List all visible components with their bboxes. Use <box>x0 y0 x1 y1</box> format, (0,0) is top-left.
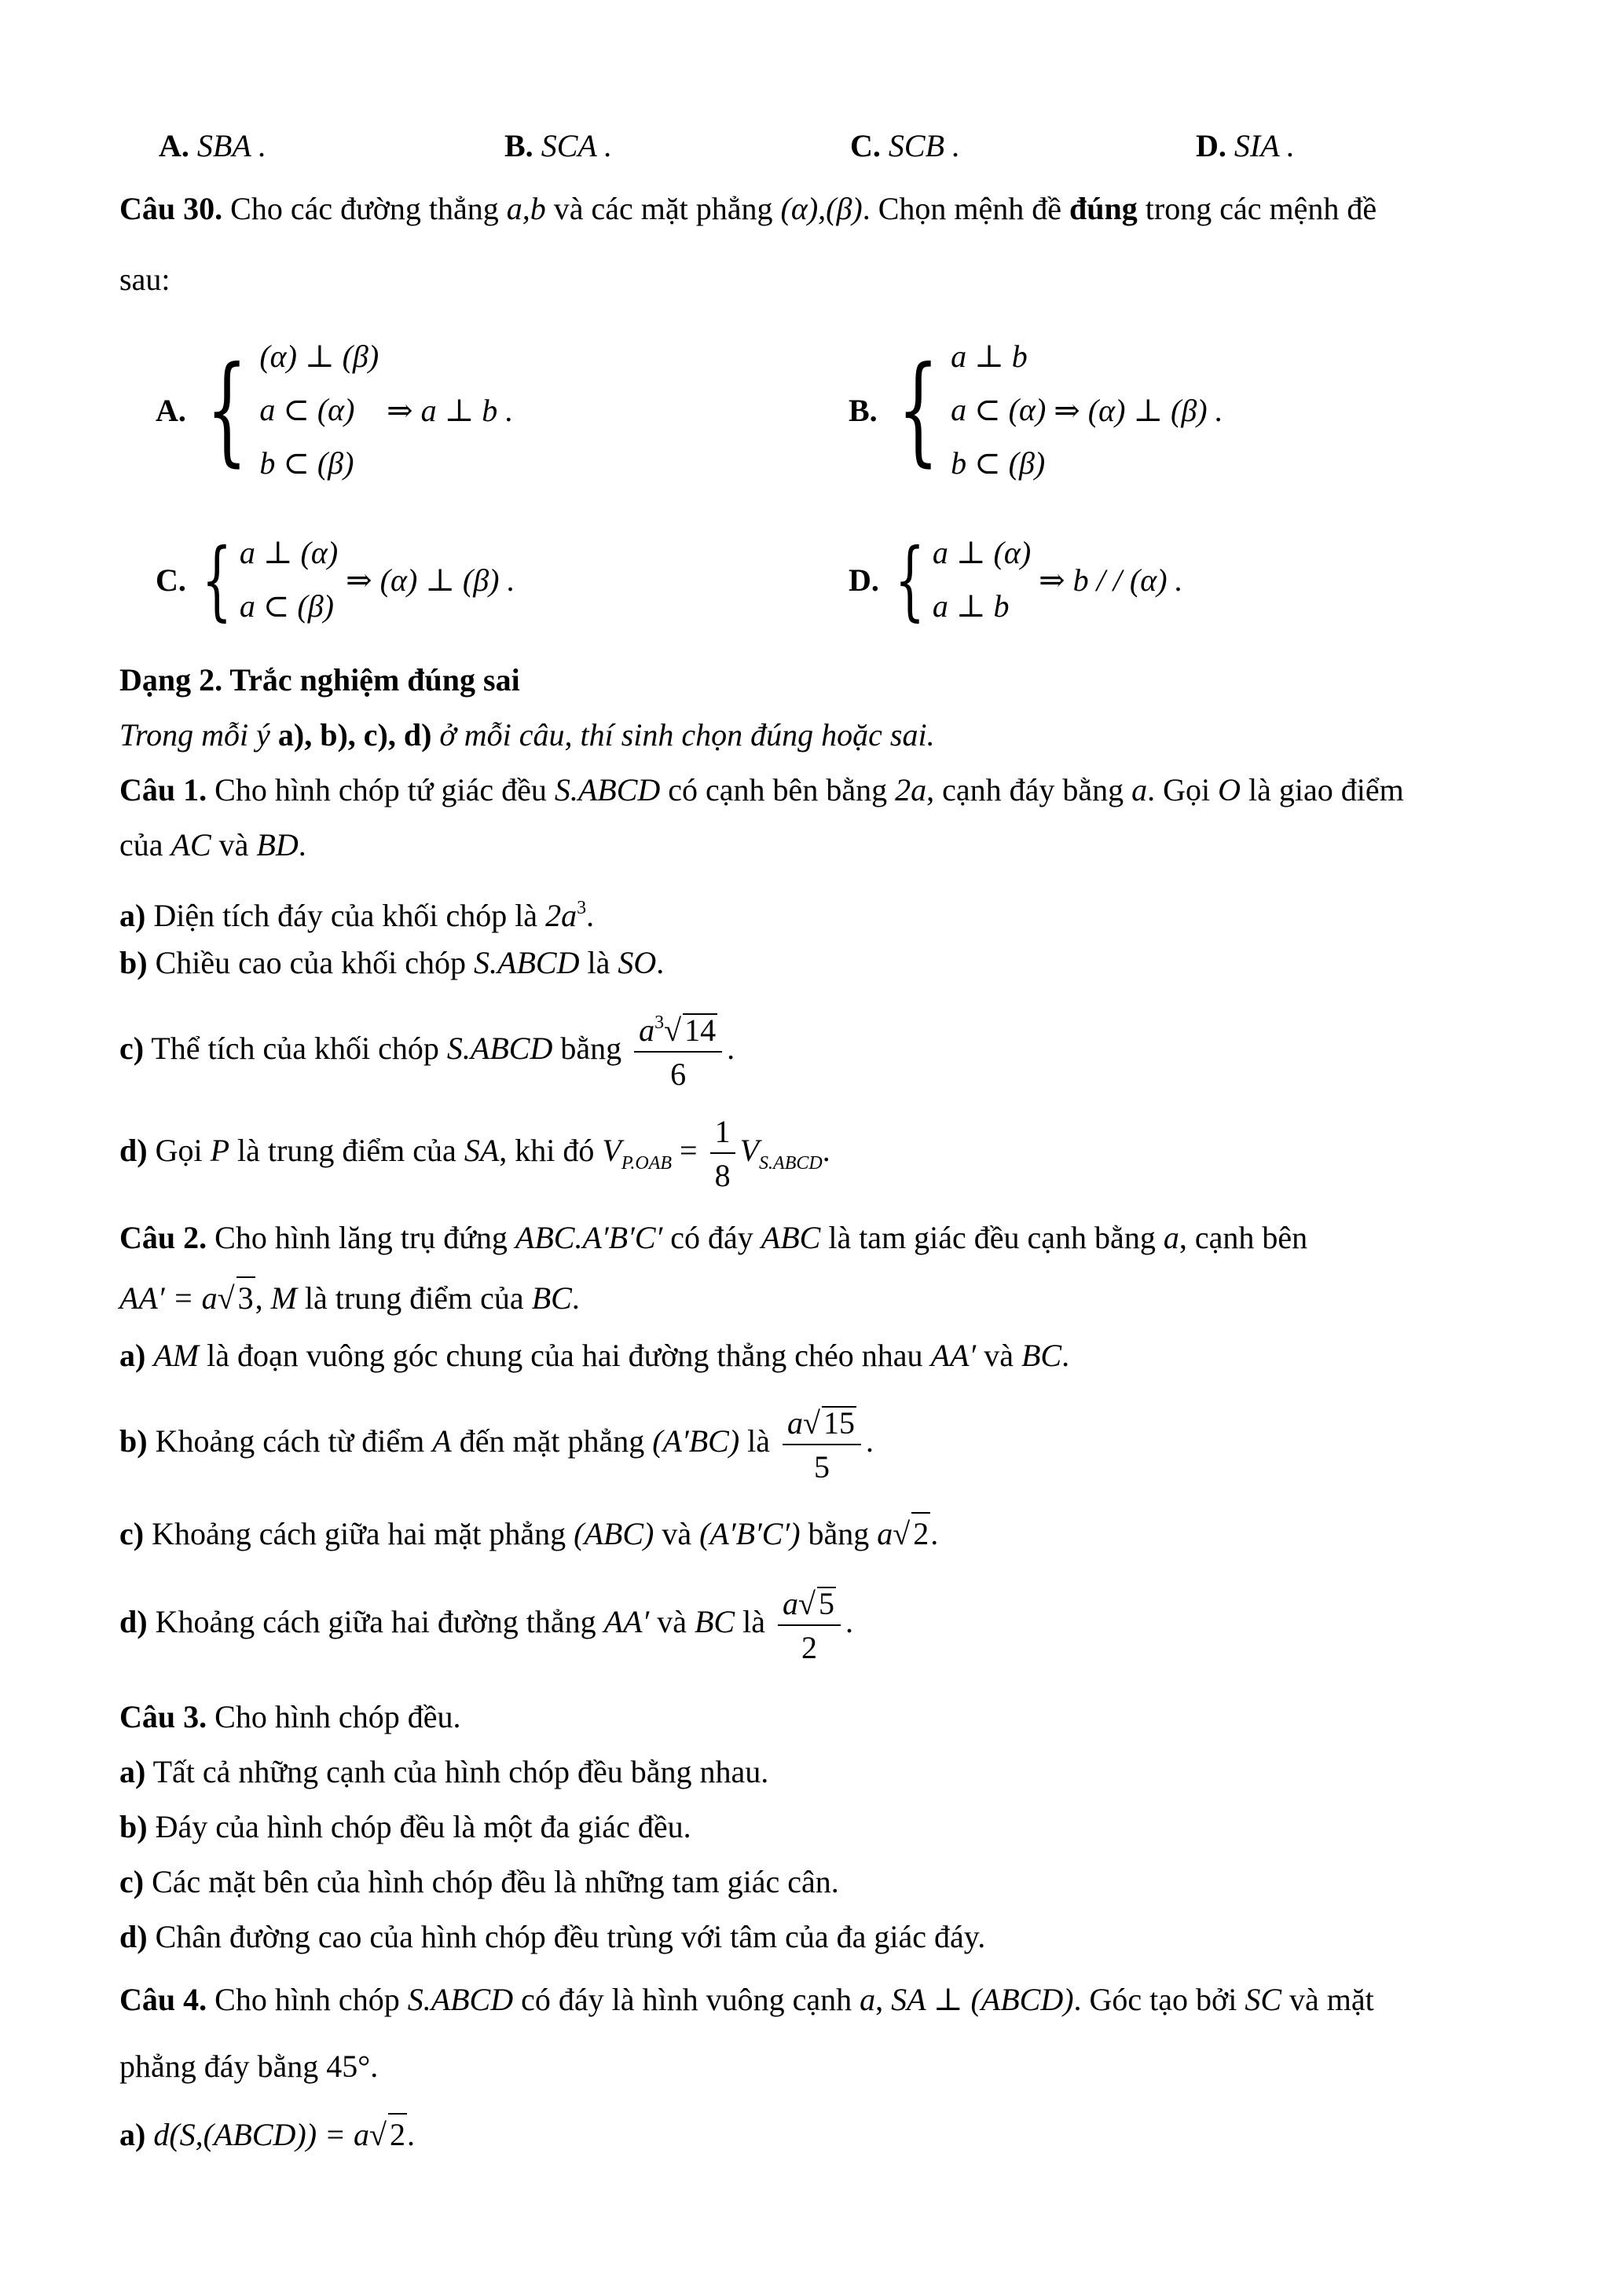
q30-d-lines: a ⊥ (α) a ⊥ b <box>932 535 1032 624</box>
q1-stem: Câu 1. Cho hình chóp tứ giác đều S.ABCD có cạnh bên bằng 2a, cạnh đáy bằng a. Gọi O là giao điểm <box>119 772 1404 807</box>
option-c: C. SCB . <box>850 128 961 163</box>
q1-item-a: a) Diện tích đáy của khối chóp là $2a^3$. <box>119 898 595 933</box>
q30-stem-cont: sau: <box>119 262 170 297</box>
section-instructions: Trong mỗi ý a), b), c), d) ở mỗi câu, thí sinh chọn đúng hoặc sai. <box>119 717 935 753</box>
q3-item-a: a) Tất cả những cạnh của hình chóp đều bằng nhau. <box>119 1754 769 1789</box>
q30-b-lines: a ⊥ b a ⊂ (α) b ⊂ (β) <box>951 339 1047 481</box>
q3-item-b: b) Đáy của hình chóp đều là một đa giác đều. <box>119 1809 691 1844</box>
fraction: $\frac{a^3√ 14}{6}$ <box>634 1013 722 1090</box>
q1-item-d: d) Gọi P là trung điểm của SA, khi đó $V_{P.OAB}$ = $\frac{1}{8}$ $V_{S.ABCD}$. <box>119 1113 830 1193</box>
q2-item-d: d) Khoảng cách giữa hai đường thẳng AA′ và BC là $\frac{a√ 5}{2}$ . <box>119 1585 853 1665</box>
q4-stem: Câu 4. Cho hình chóp S.ABCD có đáy là hình vuông cạnh a, SA ⊥ (ABCD). Góc tạo bởi SC và mặt <box>119 1982 1374 2017</box>
fraction: $\frac{a√ 15}{5}$ <box>783 1406 861 1483</box>
q3-stem: Câu 3. Cho hình chóp đều. <box>119 1699 461 1734</box>
q2-stem: Câu 2. Cho hình lăng trụ đứng ABC.A′B′C′ có đáy ABC là tam giác đều cạnh bằng a, cạnh bên <box>119 1220 1308 1255</box>
q4-item-a: a) d(S,(ABCD)) = a√ 2. <box>119 2113 1505 2155</box>
brace-icon: { <box>206 342 247 478</box>
brace-icon: { <box>897 342 939 478</box>
q30-option-d: D. { a ⊥ (α) a ⊥ b ⇒ b / / (α) . <box>849 526 1183 633</box>
q1-item-c: c) Thể tích của khối chóp S.ABCD bằng $\frac{a^3√ 14}{6}$ . <box>119 1012 735 1092</box>
fraction: $\frac{1}{8}$ <box>710 1116 735 1192</box>
q30-a-lines: (α) ⊥ (β) a ⊂ (α) b ⊂ (β) <box>259 339 379 481</box>
q30-option-b: B. { a ⊥ b a ⊂ (α) b ⊂ (β) ⇒ (α) ⊥ (β) . <box>849 330 1223 490</box>
q3-item-d: d) Chân đường cao của hình chóp đều trùng với tâm của đa giác đáy. <box>119 1919 986 1954</box>
q1-item-b: b) Chiều cao của khối chóp S.ABCD là SO. <box>119 945 665 980</box>
q30-c-lines: a ⊥ (α) a ⊂ (β) <box>239 535 339 624</box>
q3-item-c: c) Các mặt bên của hình chóp đều là những tam giác cân. <box>119 1864 839 1899</box>
q2-item-c: c) Khoảng cách giữa hai mặt phẳng (ABC) và (A′B′C′) bằng a√ 2. <box>119 1512 1505 1554</box>
q2-item-b: b) Khoảng cách từ điểm A đến mặt phẳng (A′BC) là $\frac{a√ 15}{5}$ . <box>119 1404 874 1485</box>
section-title: Dạng 2. Trắc nghiệm đúng sai <box>119 662 520 698</box>
q30-option-a: A. { (α) ⊥ (β) a ⊂ (α) b ⊂ (β) ⇒ a ⊥ b . <box>156 330 513 490</box>
q4-stem-cont: phẳng đáy bằng 45°. <box>119 2049 379 2084</box>
q2-stem-cont: AA′ = a√ 3, M là trung điểm của BC. <box>119 1276 1505 1319</box>
fraction: $\frac{a√ 5}{2}$ <box>778 1587 841 1664</box>
option-a: A. SBA . <box>159 128 267 163</box>
brace-icon: { <box>894 529 926 630</box>
option-d: D. SIA . <box>1196 128 1295 163</box>
q30-option-c: C. { a ⊥ (α) a ⊂ (β) ⇒ (α) ⊥ (β) . <box>156 526 515 633</box>
brace-icon: { <box>201 529 233 630</box>
q2-item-a: a) AM là đoạn vuông góc chung của hai đường thẳng chéo nhau AA′ và BC. <box>119 1338 1070 1373</box>
option-b: B. SCA . <box>504 128 613 163</box>
q1-stem-cont: của AC và BD. <box>119 827 306 862</box>
q30-stem: Câu 30. Cho các đường thẳng a,b và các mặt phẳng (α),(β). Chọn mệnh đề đúng trong các mệnh đề <box>119 191 1377 226</box>
